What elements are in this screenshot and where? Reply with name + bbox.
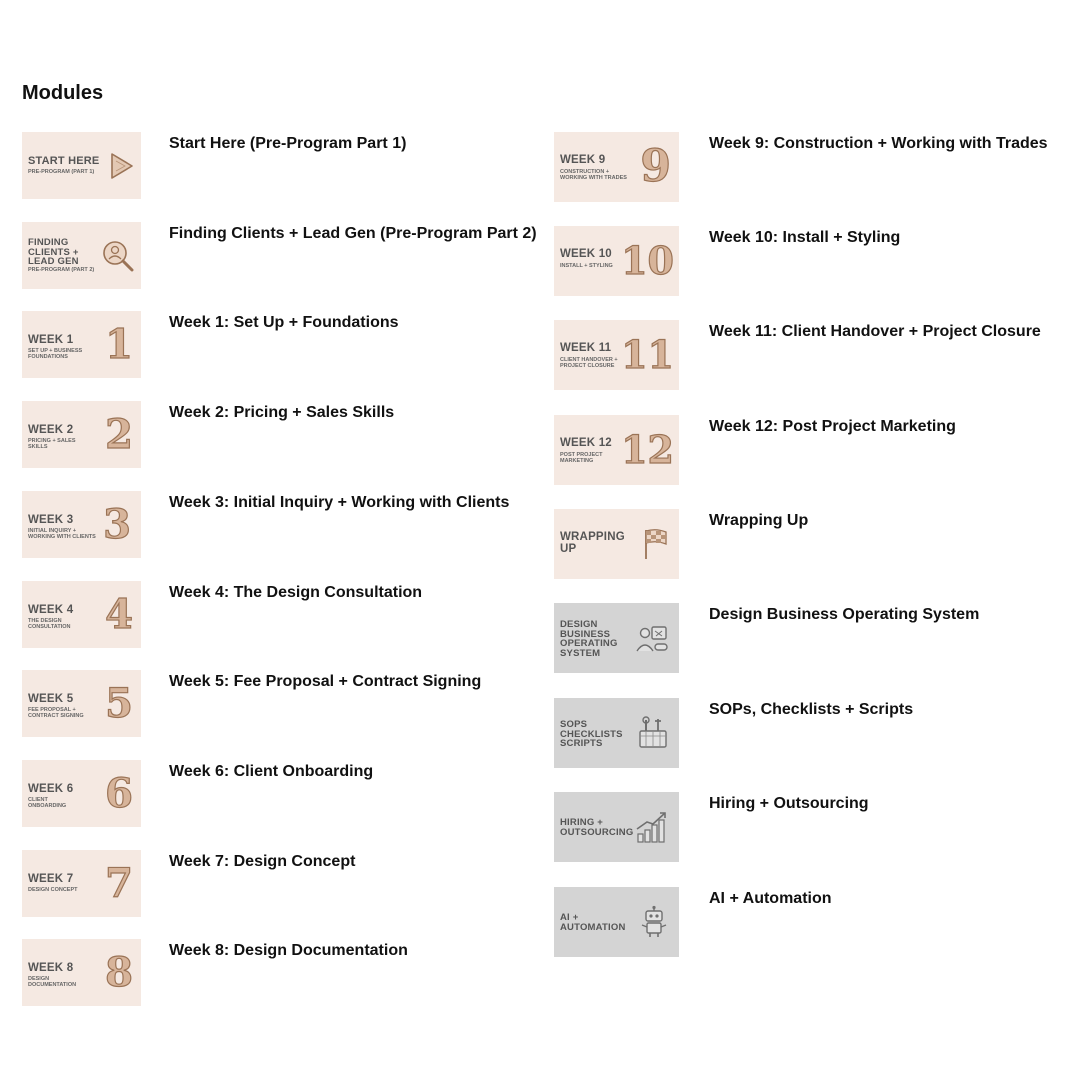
thumb-subtitle: INSTALL + STYLING [560, 263, 613, 269]
module-thumbnail[interactable] [22, 760, 141, 827]
module-ai-automation[interactable] [554, 887, 1074, 957]
module-title[interactable]: Week 7: Design Concept [169, 853, 356, 870]
week-number-graphic: 11 [621, 332, 674, 377]
robot-icon [639, 905, 669, 939]
thumb-subtitle: PRICING + SALES SKILLS [28, 438, 76, 451]
thumb-title: WEEK 9 [560, 154, 606, 166]
module-title[interactable]: Week 3: Initial Inquiry + Working with Clients [169, 494, 510, 511]
module-thumbnail[interactable] [554, 509, 679, 579]
module-wrapping-up[interactable] [554, 509, 1074, 579]
thumb-title: DESIGN BUSINESS OPERATING SYSTEM [560, 619, 618, 659]
module-thumbnail[interactable] [22, 581, 141, 648]
module-title[interactable]: Week 12: Post Project Marketing [709, 418, 956, 435]
module-week-1[interactable] [22, 311, 542, 378]
module-week-3[interactable] [22, 491, 542, 558]
module-thumbnail[interactable] [22, 491, 141, 558]
person-search-icon [101, 239, 135, 273]
module-week-5[interactable] [22, 670, 542, 737]
toolbox-icon [637, 716, 669, 750]
module-title[interactable]: Design Business Operating System [709, 606, 980, 623]
thumb-title: WEEK 1 [28, 334, 74, 346]
module-week-8[interactable] [22, 939, 542, 1006]
thumb-subtitle: PRE-PROGRAM (PART 2) [28, 267, 95, 273]
week-number-graphic: 10 [621, 238, 674, 283]
thumb-title: SOPS CHECKLISTS SCRIPTS [560, 719, 623, 749]
module-title[interactable]: Week 5: Fee Proposal + Contract Signing [169, 673, 482, 690]
module-week-10[interactable] [554, 226, 1074, 296]
module-sops-checklists-scripts[interactable] [554, 698, 1074, 768]
thumb-title: FINDING CLIENTS + LEAD GEN [28, 237, 79, 267]
thumb-title: START HERE [28, 155, 100, 167]
module-thumbnail[interactable] [22, 222, 141, 289]
module-thumbnail[interactable] [554, 132, 679, 202]
thumb-title: HIRING + OUTSOURCING [560, 817, 634, 838]
module-title[interactable]: Hiring + Outsourcing [709, 795, 869, 812]
module-thumbnail[interactable] [554, 226, 679, 296]
thumb-title: WEEK 11 [560, 342, 612, 354]
module-week-11[interactable] [554, 320, 1074, 390]
thumb-subtitle: CLIENT ONBOARDING [28, 797, 67, 810]
week-number-graphic: 4 [105, 590, 133, 638]
module-week-2[interactable] [22, 401, 542, 468]
module-title[interactable]: Wrapping Up [709, 512, 809, 529]
module-thumbnail[interactable] [22, 670, 141, 737]
module-thumbnail[interactable] [22, 401, 141, 468]
thumb-title: WEEK 2 [28, 424, 74, 436]
thumb-subtitle: INITIAL INQUIRY + WORKING WITH CLIENTS [28, 528, 96, 541]
module-finding-clients[interactable] [22, 222, 542, 289]
module-week-6[interactable] [22, 760, 542, 827]
module-thumbnail[interactable] [554, 603, 679, 673]
thumb-subtitle: DESIGN CONCEPT [28, 887, 78, 893]
thumb-title: WEEK 12 [560, 437, 612, 449]
module-thumbnail[interactable] [554, 792, 679, 862]
thumb-subtitle: THE DESIGN CONSULTATION [28, 618, 71, 631]
thumb-subtitle: SET UP + BUSINESS FOUNDATIONS [28, 348, 83, 361]
module-hiring-outsourcing[interactable] [554, 792, 1074, 862]
module-thumbnail[interactable] [22, 132, 141, 199]
module-start-here[interactable] [22, 132, 542, 199]
thumb-title: AI + AUTOMATION [560, 912, 626, 933]
module-week-4[interactable] [22, 581, 542, 648]
module-title[interactable]: Week 8: Design Documentation [169, 942, 408, 959]
module-thumbnail[interactable] [22, 939, 141, 1006]
thumb-subtitle: FEE PROPOSAL + CONTRACT SIGNING [28, 707, 84, 720]
week-number-graphic: 8 [105, 948, 133, 996]
module-title[interactable]: AI + Automation [709, 890, 832, 907]
thumb-subtitle: POST PROJECT MARKETING [560, 452, 603, 465]
thumb-subtitle: CLIENT HANDOVER + PROJECT CLOSURE [560, 357, 618, 370]
module-title[interactable]: Week 10: Install + Styling [709, 229, 901, 246]
module-thumbnail[interactable] [22, 850, 141, 917]
thumb-title: WRAPPING UP [560, 531, 625, 555]
week-number-graphic: 12 [621, 427, 674, 472]
week-number-graphic: 2 [105, 410, 133, 458]
module-week-7[interactable] [22, 850, 542, 917]
modules-heading: Modules [22, 82, 104, 104]
module-title[interactable]: Start Here (Pre-Program Part 1) [169, 135, 407, 152]
module-week-12[interactable] [554, 415, 1074, 485]
module-design-business-os[interactable] [554, 603, 1074, 673]
module-title[interactable]: Week 11: Client Handover + Project Closure [709, 323, 1041, 340]
module-week-9[interactable] [554, 132, 1074, 202]
module-title[interactable]: Week 9: Construction + Working with Trades [709, 135, 1048, 152]
thumb-title: WEEK 8 [28, 962, 74, 974]
thumb-title: WEEK 10 [560, 248, 612, 260]
module-title[interactable]: Week 1: Set Up + Foundations [169, 314, 399, 331]
week-number-graphic: 1 [105, 320, 133, 368]
module-thumbnail[interactable] [554, 698, 679, 768]
checkered-flag-icon [643, 527, 669, 561]
thumb-subtitle: CONSTRUCTION + WORKING WITH TRADES [560, 169, 627, 182]
module-title[interactable]: Week 4: The Design Consultation [169, 584, 423, 601]
module-title[interactable]: Week 6: Client Onboarding [169, 763, 374, 780]
growth-chart-icon [635, 810, 669, 844]
week-number-graphic: 5 [105, 679, 133, 727]
thumb-title: WEEK 4 [28, 604, 74, 616]
thumb-title: WEEK 6 [28, 783, 74, 795]
module-thumbnail[interactable] [554, 320, 679, 390]
module-thumbnail[interactable] [554, 887, 679, 957]
module-thumbnail[interactable] [22, 311, 141, 378]
week-number-graphic: 9 [640, 141, 671, 192]
thumb-title: WEEK 3 [28, 514, 74, 526]
thumb-title: WEEK 5 [28, 693, 74, 705]
module-title[interactable]: Week 2: Pricing + Sales Skills [169, 404, 395, 421]
week-number-graphic: 6 [105, 769, 133, 817]
thumb-subtitle: DESIGN DOCUMENTATION [28, 976, 77, 989]
week-number-graphic: 7 [105, 859, 133, 907]
week-number-graphic: 3 [103, 500, 131, 548]
module-title[interactable]: SOPs, Checklists + Scripts [709, 701, 914, 718]
thumb-subtitle: PRE-PROGRAM (PART 1) [28, 169, 95, 175]
thumb-title: WEEK 7 [28, 873, 74, 885]
module-title[interactable]: Finding Clients + Lead Gen (Pre-Program Part 2) [169, 225, 537, 242]
play-icon [109, 151, 135, 181]
person-laptop-icon [635, 621, 669, 655]
module-thumbnail[interactable] [554, 415, 679, 485]
